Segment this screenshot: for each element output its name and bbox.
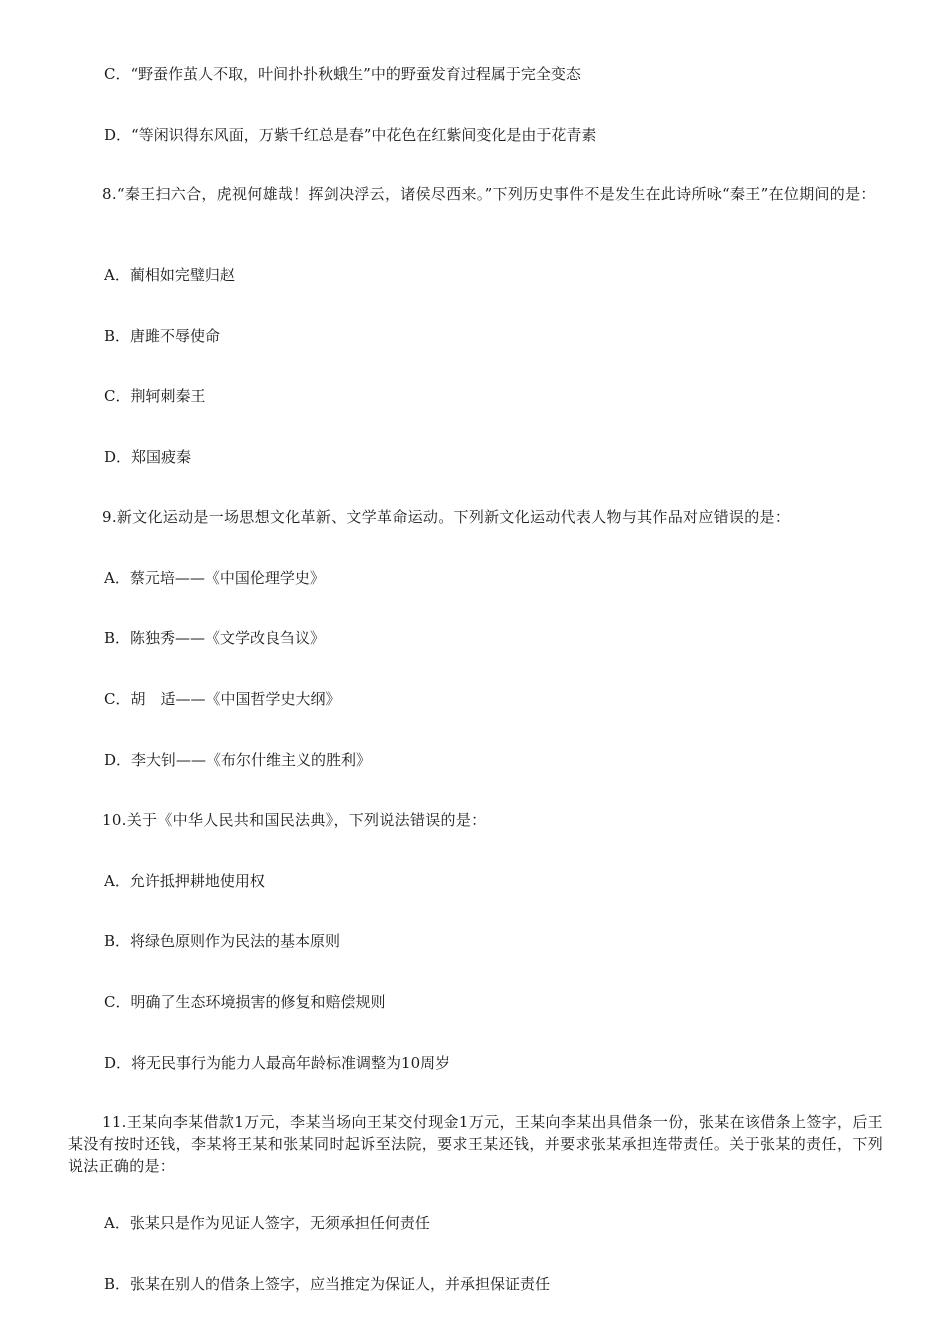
q10-option-d: D．将无民事行为能力人最高年龄标准调整为10周岁 <box>104 1054 451 1072</box>
q10-option-b: B．将绿色原则作为民法的基本原则 <box>104 932 341 950</box>
q9-option-a: A．蔡元培——《中国伦理学史》 <box>104 569 325 587</box>
q8-option-a: A．蔺相如完璧归赵 <box>104 266 235 284</box>
q11-option-b: B．张某在别人的借条上签字，应当推定为保证人，并承担保证责任 <box>104 1275 551 1293</box>
q9-option-c: C．胡 适——《中国哲学史大纲》 <box>104 690 341 708</box>
q10-option-c: C．明确了生态环境损害的修复和赔偿规则 <box>104 993 386 1011</box>
q8-option-c: C．荆轲刺秦王 <box>104 387 206 405</box>
q10-stem: 10.关于《中华人民共和国民法典》，下列说法错误的是： <box>102 811 487 829</box>
q8-option-d: D．郑国疲秦 <box>104 448 192 466</box>
q9-option-d: D．李大钊——《布尔什维主义的胜利》 <box>104 751 372 769</box>
q7-option-c: C．“野蚕作茧人不取，叶间扑扑秋蛾生”中的野蚕发育过程属于完全变态 <box>104 65 581 83</box>
q9-stem: 9.新文化运动是一场思想文化革新、文学革命运动。下列新文化运动代表人物与其作品对应错误的是： <box>102 508 791 526</box>
q8-stem: 8.“秦王扫六合，虎视何雄哉！挥剑决浮云，诸侯尽西来。”下列历史事件不是发生在此诗所咏“秦王”在位期间的是： <box>102 185 876 203</box>
q11-stem: 11.王某向李某借款1万元，李某当场向王某交付现金1万元，王某向李某出具借条一份，张某在该借条上签字，后王某没有按时还钱，李某将王某和张某同时起诉至法院，要求王某还钱，并要求张某承担连带责任。关于张某的责任，下列说法正确的是： <box>68 1113 883 1175</box>
q11-option-a: A．张某只是作为见证人签字，无须承担任何责任 <box>104 1214 430 1232</box>
q9-option-b: B．陈独秀——《文学改良刍议》 <box>104 629 326 647</box>
q8-option-b: B．唐雎不辱使命 <box>104 327 221 345</box>
q10-option-a: A．允许抵押耕地使用权 <box>104 872 265 890</box>
q7-option-d: D．“等闲识得东风面，万紫千红总是春”中花色在红紫间变化是由于花青素 <box>104 126 597 144</box>
